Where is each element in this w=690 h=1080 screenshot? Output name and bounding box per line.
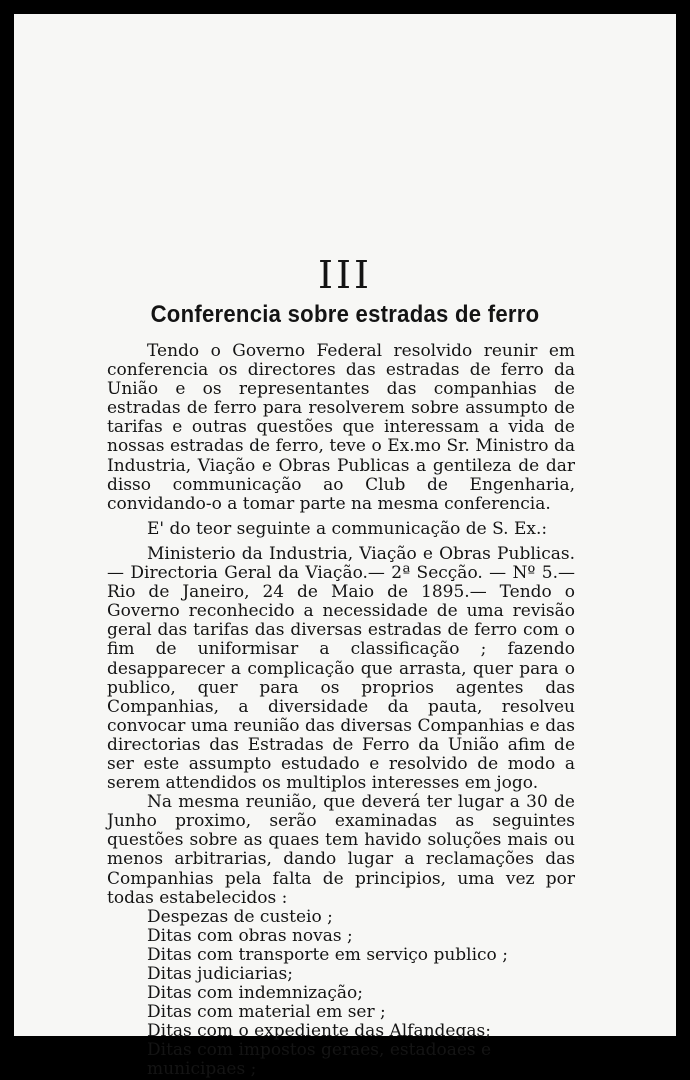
paragraph-meeting: Na mesma reunião, que deverá ter lugar a 30 de Junho proximo, serão examinadas as seguintes questões sobre as quaes tem havido soluções mais ou menos arbitrarias, dando lugar a reclamações das Companhias pela falta de principios, uma vez por todas estabelecidos : (107, 792, 575, 908)
paragraph-communication-lead: E' do teor seguinte a communicação de S. Ex.: (147, 518, 548, 539)
book-page (14, 14, 676, 1080)
chapter-title: Conferencia sobre estradas de ferro (150, 301, 540, 328)
list-item: Ditas judiciarias; (147, 964, 293, 984)
list-item: Ditas com impostos geraes, estadoaes e municipaes ; (147, 1040, 492, 1080)
chapter-number: III (317, 253, 373, 297)
paragraph-intro: Tendo o Governo Federal resolvido reunir em conferencia os directores das estradas de ferro da União e os representantes das companhias de estradas de ferro para resolverem sobre assumpto de tarifas e outras questões que interessam a vida de nossas estradas de ferro, teve o Ex.mo Sr. Ministro da Industria, Viação e Obras Publicas a gentileza de dar disso communicação ao Club de Engenharia, convidando-o a tomar parte na mesma conferencia. (107, 341, 575, 514)
list-item: Ditas com transporte em serviço publico ; (147, 944, 508, 965)
list-item: Ditas com obras novas ; (147, 925, 353, 946)
list-item: Ditas com indemnização; (147, 983, 363, 1004)
list-item: Despezas de custeio ; (147, 906, 333, 927)
expense-list (107, 908, 575, 1080)
list-item: Ditas com material em ser ; (147, 1002, 386, 1023)
body-text (107, 342, 575, 1080)
paragraph-ministry-letter: Ministerio da Industria, Viação e Obras Publicas.— Directoria Geral da Viação.— 2ª Secção. — Nº 5.— Rio de Janeiro, 24 de Maio de 1895.— Tendo o Governo reconhecido a necessidade de uma revisão geral das tarifas das diversas estradas de ferro com o fim de uniformisar a classificação ; fazendo desapparecer a complicação que arrasta, quer para o publico, quer para os proprios agentes das Companhias, a diversidade da pauta, resolveu convocar uma reunião das diversas Companhias e das directorias das Estradas de Ferro da União afim de ser este assumpto estudado e resolvido de modo a serem attendidos os multiplos interesses em jogo. (107, 543, 575, 794)
list-item: Ditas com o expediente das Alfandegas; (147, 1021, 491, 1042)
